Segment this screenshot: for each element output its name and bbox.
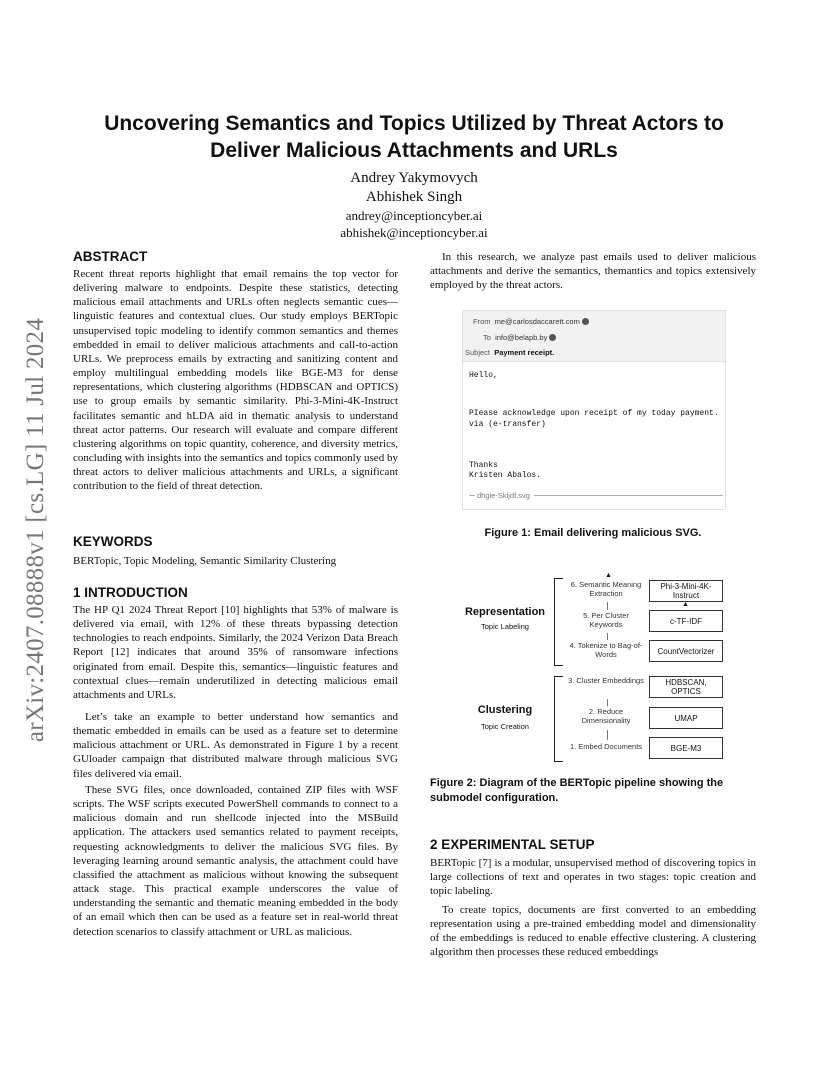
clustering-title: Clustering <box>477 704 533 716</box>
step-label: 4. Tokenize to Bag-of-Words <box>569 641 643 659</box>
model-box: UMAP <box>649 707 723 729</box>
subject-value: Payment receipt. <box>494 348 555 357</box>
step-label: 5. Per Cluster Keywords <box>583 611 629 629</box>
author-name: Andrey Yakymovych <box>350 170 478 186</box>
author-name: Abhishek Singh <box>365 189 463 205</box>
verified-icon <box>582 318 589 325</box>
author-email: abhishek@inceptioncyber.ai <box>340 225 488 240</box>
clustering-bracket <box>554 676 563 762</box>
intro-heading: 1 INTRODUCTION <box>73 585 188 600</box>
intro-paragraph-3: These SVG files, once downloaded, contained ZIP files with WSF scripts. The WSF scripts executed PowerShell commands to connect to a malicious domain and run shellcode injected into the MSBuild application. The attackers used semantics related to payment receipts, requesting acknowledgments to deliver the malicious SVG files. By leveraging learning around semantic analysis, the attachment could have classified the attachment as malicious without knowing the subsequent attack stage. This practical example underscores the value of understanding the semantic and thematic meaning embedded in the body of an email which then can be used as a feature set in real-world threat detection scenarios to classify attachment or URL as malicious. <box>73 784 398 938</box>
email-greeting: Hello, <box>469 371 498 380</box>
email-body-line-1: PIease acknowledge upon receipt of my today payment. <box>469 409 719 418</box>
figure-2-caption-line-1: Figure 2: Diagram of the BERTopic pipeline showing the <box>430 777 724 789</box>
arrow-up-icon: ▲ <box>605 571 612 579</box>
figure-1-email <box>462 310 726 510</box>
from-label: From <box>473 317 491 326</box>
attachment-divider <box>469 495 475 496</box>
model-box: c-TF-IDF <box>649 610 723 632</box>
step-label: 1. Embed Documents <box>569 742 643 751</box>
subject-label: Subject <box>465 348 491 357</box>
arrow-up-icon: ▲ <box>682 600 689 608</box>
setup-paragraph-2: To create topics, documents are first converted to an embedding representation using a pre-trained embedding model and dimensionality of the embeddings is reduced to enable effective clustering. A clustering algorithm then processes these reduced embeddings <box>430 904 756 959</box>
title-line-1: Uncovering Semantics and Topics Utilized by Threat Actors to <box>104 112 724 135</box>
attachment-row <box>469 491 723 500</box>
representation-subtitle: Topic Labeling <box>481 622 529 631</box>
email-body-line-2: via (e-transfer) <box>469 420 546 429</box>
email-signature: Kristen Abalos. <box>469 471 542 480</box>
figure-1-caption: Figure 1: Email delivering malicious SVG. <box>484 527 702 539</box>
email-thanks: Thanks <box>469 461 498 470</box>
figure-2-caption-line-2: submodel configuration. <box>430 792 559 804</box>
setup-heading: 2 EXPERIMENTAL SETUP <box>430 837 595 852</box>
model-box: CountVectorizer <box>649 640 723 662</box>
arxiv-stamp: arXiv:2407.08888v1 [cs.LG] 11 Jul 2024 <box>22 317 49 743</box>
step-label: 2. Reduce Dimensionality <box>581 707 631 725</box>
attachment-filename[interactable]: dhgle-Skljdf.svg <box>477 491 530 500</box>
intro-paragraph-1: The HP Q1 2024 Threat Report [10] highlights that 53% of malware is delivered via email, with 12% of these threats bypassing detection technologies to reach endpoints. Similarly, the 2024 Verizon Data Breach Report [12] indicates that around 35% of ransomware infections originated from email. Despite this, semantics—linguistic features and contextual clues—remain underutilized in detecting malicious email attachments and URLs. <box>73 604 398 701</box>
step-connector <box>607 730 608 740</box>
from-row <box>473 317 589 326</box>
step-connector <box>607 633 608 640</box>
model-box: HDBSCAN, OPTICS <box>649 676 723 698</box>
setup-paragraph-1: BERTopic [7] is a modular, unsupervised method of discovering topics in large collections of text and operates in two stages: topic creation and topic labeling. <box>430 857 756 898</box>
from-value: me@carlosdaccarett.com <box>494 317 580 326</box>
author-email: andrey@inceptioncyber.ai <box>345 208 483 223</box>
subject-row <box>465 348 554 357</box>
verified-icon <box>549 334 556 341</box>
abstract-text: Recent threat reports highlight that email remains the top vector for delivering malware to endpoints. Despite these statistics, detecting malicious email attachments and URLs often neglects semantic cues—linguistic features and contextual clues. Our study employs BERTopic unsupervised topic modeling to identify common semantics and themes embedded in email to deliver malicious attachments and call-to-action URLs. We preprocess emails by extracting and sanitizing content and employ multilingual embedding models like BGE-M3 for dense representations, which clustering algorithms (HDBSCAN and OPTICS) use to group emails by semantic similarity. Phi-3-Mini-4K-Instruct facilitates semantic and hLDA aid in thematic analysis to understand threat actor patterns. Our research will evaluate and compare different clustering algorithms on topic quantity, coherence, and diversity metrics, concluding with insights into the semantics and topics commonly used by threat actors to deliver malicious attachments and URLs, a significant contribution to the field of threat detection. <box>73 268 398 493</box>
figure-2-diagram <box>450 572 750 762</box>
model-box: BGE-M3 <box>649 737 723 759</box>
clustering-subtitle: Topic Creation <box>481 722 529 731</box>
title-line-2: Deliver Malicious Attachments and URLs <box>210 139 618 162</box>
step-connector <box>607 699 608 706</box>
abstract-heading: ABSTRACT <box>73 249 148 264</box>
author-block <box>200 169 628 241</box>
step-label: 3. Cluster Embeddings <box>568 676 644 685</box>
figure-2-caption <box>430 776 756 806</box>
to-row <box>483 333 556 342</box>
to-label: To <box>483 333 491 342</box>
keywords-text: BERTopic, Topic Modeling, Semantic Similarity Clustering <box>73 555 337 567</box>
to-value: info@belapb.by <box>495 333 548 342</box>
paper-title <box>80 110 748 164</box>
email-header <box>463 311 725 362</box>
step-label: 6. Semantic Meaning Extraction <box>570 580 642 598</box>
keywords-heading: KEYWORDS <box>73 534 153 549</box>
representation-title: Representation <box>464 606 546 618</box>
right-intro-paragraph: In this research, we analyze past emails used to deliver malicious attachments and derive the semantics, themantics and topics extensively employed by the threat actors. <box>430 251 756 292</box>
attachment-divider <box>534 495 723 496</box>
intro-paragraph-2: Let’s take an example to better understand how semantics and thematic embedded in emails can be used as a feature set to determine malicious attachment or URL. As demonstrated in Figure 1 by a recent GUloader campaign that distributed malware through malicious SVG files delivered via email. <box>73 711 398 780</box>
step-connector <box>607 602 608 610</box>
model-box: Phi-3-Mini-4K-Instruct <box>649 580 723 602</box>
